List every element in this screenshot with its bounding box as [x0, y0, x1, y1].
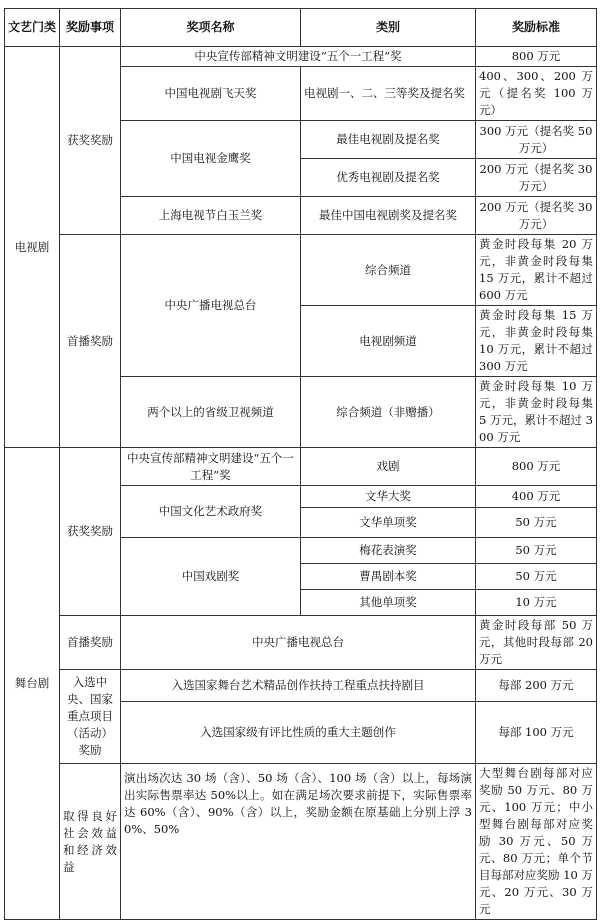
award-type: 综合频道（非赠播） — [301, 377, 476, 448]
header-type: 类别 — [301, 9, 476, 47]
award-standard: 400、300、200 万元（提名奖 100 万元） — [476, 67, 597, 121]
section-tv-premiere: 首播奖励 — [60, 235, 121, 448]
award-standard: 大型舞台剧每部对应奖励 50 万元、80 万元、100 万元；中小型舞台剧每部对应奖励 30 万元、50 万元、80 万元；单个节目每部对应奖励 10 万元、20 万元、30 万元 — [476, 764, 597, 920]
award-name: 中央宣传部精神文明建设“五个一工程”奖 — [121, 47, 476, 67]
section-tv-award: 获奖奖励 — [60, 47, 121, 235]
table-row — [5, 235, 597, 306]
award-table — [4, 8, 597, 920]
award-name: 中国戏剧奖 — [121, 538, 301, 616]
category-tv: 电视剧 — [5, 47, 60, 448]
award-standard: 黄金时段每集 10 万元，非黄金时段每集 5 万元，累计不超过 300 万元 — [476, 377, 597, 448]
award-type: 文华大奖 — [301, 486, 476, 508]
award-name: 中央宣传部精神文明建设“五个一工程”奖 — [121, 448, 301, 486]
award-standard: 黄金时段每部 50 万元，其他时段每部 20 万元 — [476, 616, 597, 670]
award-document — [4, 8, 597, 920]
award-name: 中国电视剧飞天奖 — [121, 67, 301, 121]
award-standard: 300 万元（提名奖 50 万元） — [476, 121, 597, 159]
award-type: 文华单项奖 — [301, 508, 476, 538]
award-type: 其他单项奖 — [301, 590, 476, 616]
award-standard: 每部 100 万元 — [476, 702, 597, 764]
header-item: 奖励事项 — [60, 9, 121, 47]
header-standard: 奖励标准 — [476, 9, 597, 47]
award-name: 中央广播电视总台 — [121, 235, 301, 377]
award-standard: 每部 200 万元 — [476, 670, 597, 702]
header-award-name: 奖项名称 — [121, 9, 301, 47]
section-stage-benefit: 取得良好社会效益和经济效益 — [60, 764, 121, 920]
award-standard: 黄金时段每集 20 万元，非黄金时段每集 15 万元，累计不超过 600 万元 — [476, 235, 597, 306]
award-standard: 400 万元 — [476, 486, 597, 508]
award-name: 上海电视节白玉兰奖 — [121, 197, 301, 235]
award-standard: 50 万元 — [476, 564, 597, 590]
section-stage-award: 获奖奖励 — [60, 448, 121, 616]
award-name: 两个以上的省级卫视频道 — [121, 377, 301, 448]
award-standard: 50 万元 — [476, 508, 597, 538]
table-row — [5, 616, 597, 670]
award-type: 梅花表演奖 — [301, 538, 476, 564]
award-type: 优秀电视剧及提名奖 — [301, 159, 476, 197]
section-stage-premiere: 首播奖励 — [60, 616, 121, 670]
table-row — [5, 448, 597, 486]
header-row — [5, 9, 597, 47]
award-type: 曹禺剧本奖 — [301, 564, 476, 590]
award-standard: 黄金时段每集 15 万元，非黄金时段每集 10 万元，累计不超过 300 万元 — [476, 306, 597, 377]
section-stage-key-project: 入选中央、国家重点项目（活动）奖励 — [60, 670, 121, 764]
award-name: 中国文化艺术政府奖 — [121, 486, 301, 538]
award-type: 最佳中国电视剧奖及提名奖 — [301, 197, 476, 235]
table-row — [5, 670, 597, 702]
award-type: 戏剧 — [301, 448, 476, 486]
award-name: 中国电视金鹰奖 — [121, 121, 301, 197]
award-type: 电视剧一、二、三等奖及提名奖 — [301, 67, 476, 121]
header-category: 文艺门类 — [5, 9, 60, 47]
award-standard: 200 万元（提名奖 30 万元） — [476, 197, 597, 235]
award-standard: 10 万元 — [476, 590, 597, 616]
award-description: 演出场次达 30 场（含）、50 场（含）、100 场（含）以上，每场演出实际售票率达 50%以上。如在满足场次要求前提下，实际售票率达 60%（含）、90%（含）以上，奖励金额在原基础上分别上浮 30%、50% — [121, 764, 476, 920]
table-row — [5, 47, 597, 67]
award-type: 综合频道 — [301, 235, 476, 306]
award-standard: 200 万元（提名奖 30 万元） — [476, 159, 597, 197]
award-name: 入选国家舞台艺术精品创作扶持工程重点扶持剧目 — [121, 670, 476, 702]
award-standard: 50 万元 — [476, 538, 597, 564]
award-type: 最佳电视剧及提名奖 — [301, 121, 476, 159]
category-stage: 舞台剧 — [5, 448, 60, 920]
award-standard: 800 万元 — [476, 47, 597, 67]
table-row — [5, 764, 597, 920]
award-name: 中央广播电视总台 — [121, 616, 476, 670]
award-type: 电视剧频道 — [301, 306, 476, 377]
award-name: 入选国家级有评比性质的重大主题创作 — [121, 702, 476, 764]
award-standard: 800 万元 — [476, 448, 597, 486]
